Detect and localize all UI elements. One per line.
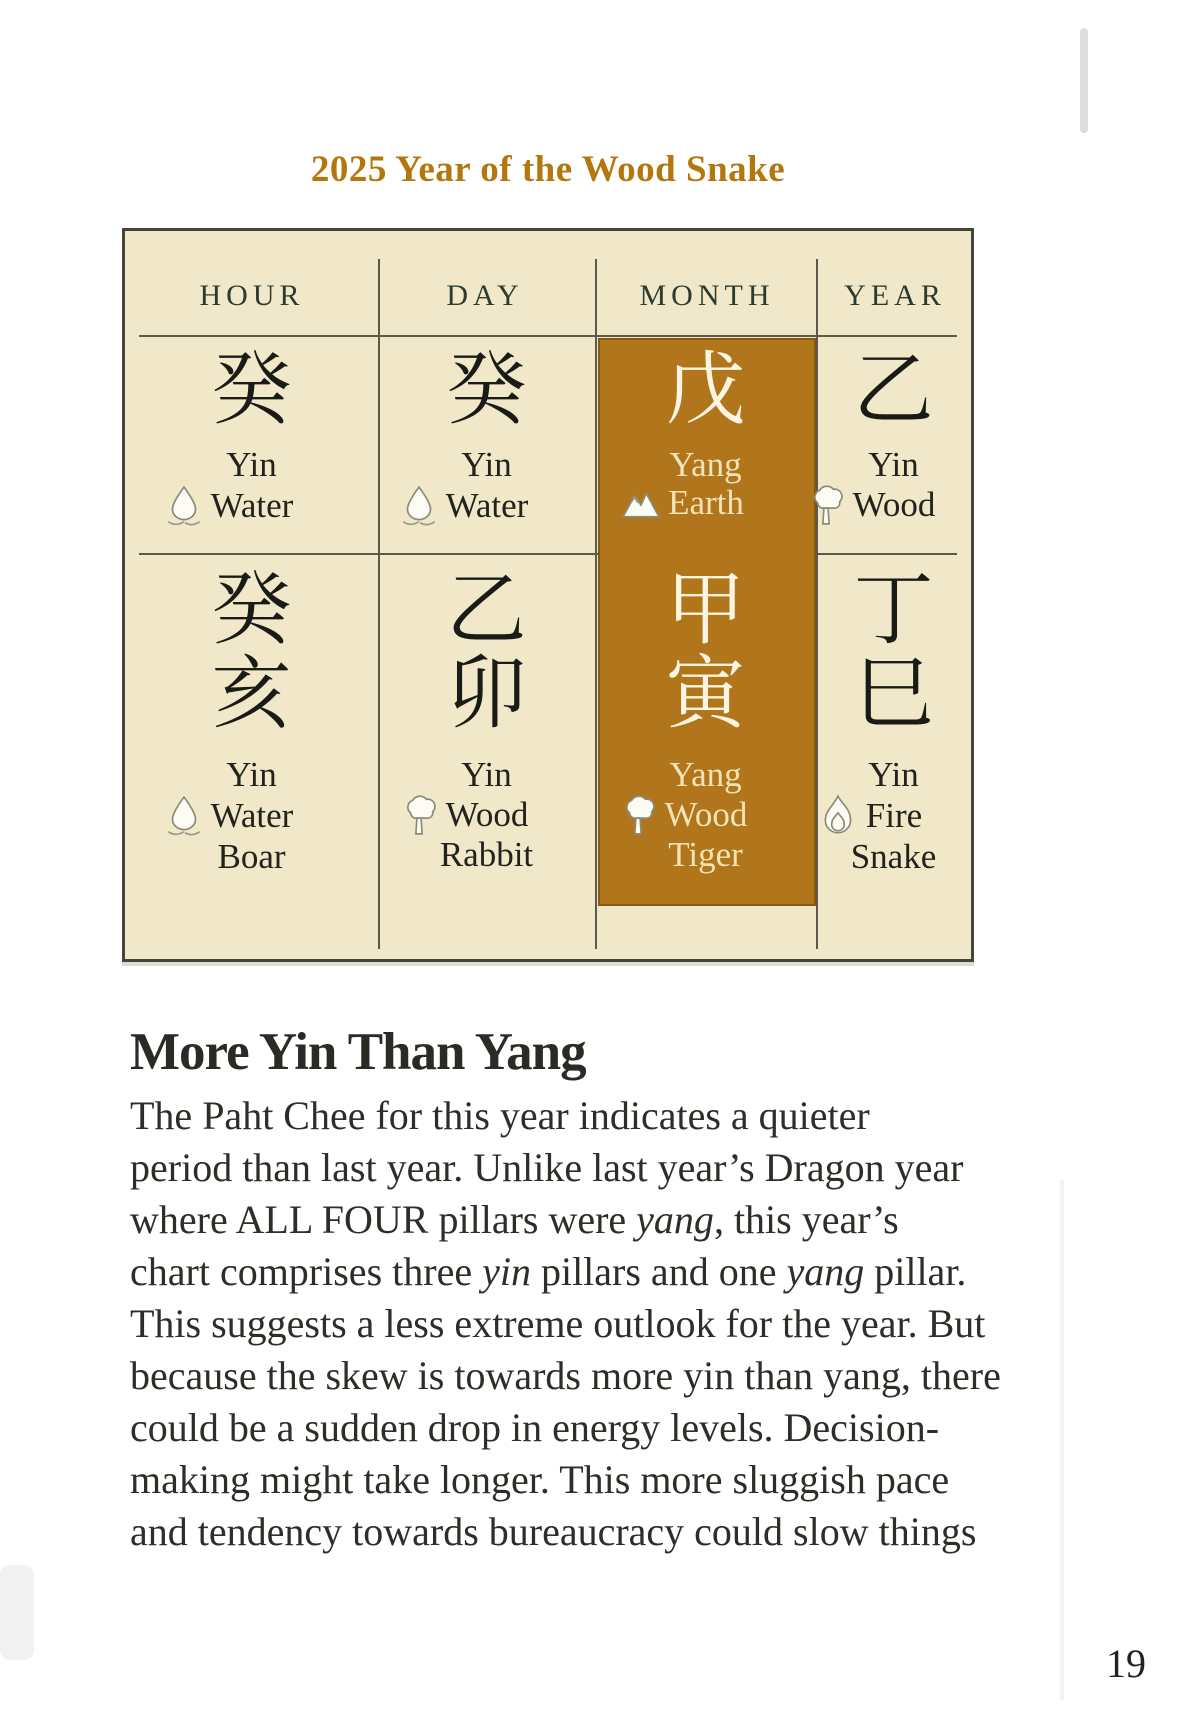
stem-character: 乙 (446, 563, 527, 656)
pillar-month-branch (595, 563, 816, 874)
column-header-hour: HOUR (199, 279, 305, 312)
animal-label: Tiger (668, 835, 743, 874)
column-header-year: YEAR (844, 279, 946, 312)
pillar-hour-stem (125, 343, 378, 528)
polarity-label: Yin (461, 755, 512, 794)
text-line: chart comprises three yin pillars and one yang pillar. (130, 1249, 967, 1294)
text-line: period than last year. Unlike last year’s Dragon year (130, 1145, 964, 1190)
element-label: Wood (664, 795, 748, 834)
branch-character: 巳 (853, 647, 934, 740)
branch-character: 卯 (446, 647, 527, 740)
tree-icon (618, 794, 658, 836)
body-text (130, 1090, 1110, 1558)
mountain-icon (621, 485, 661, 521)
stem-character: 甲 (665, 563, 746, 656)
pillar-year-branch (816, 563, 971, 876)
pillar-hour-branch (125, 563, 378, 876)
polarity-label: Yang (669, 445, 742, 484)
polarity-label: Yang (669, 755, 742, 794)
polarity-label: Yin (868, 755, 919, 794)
section-heading: More Yin Than Yang (130, 1023, 586, 1081)
page-crease (1060, 1180, 1064, 1700)
pillar-day-branch (378, 563, 595, 874)
column-header-month: MONTH (639, 279, 775, 312)
element-label: Water (445, 486, 529, 525)
header-underline (139, 335, 957, 337)
pillar-year-stem (816, 343, 971, 526)
pillar-month-stem (595, 343, 816, 522)
text-line: The Paht Chee for this year indicates a quieter (130, 1093, 870, 1138)
page-number: 19 (1106, 1641, 1146, 1686)
column-header-day: DAY (446, 279, 524, 312)
scan-smudge (0, 1565, 34, 1660)
stem-character: 丁 (853, 563, 934, 656)
row-divider (139, 553, 957, 555)
water-drop-icon (399, 484, 439, 528)
polarity-label: Yin (226, 755, 277, 794)
stem-character: 癸 (211, 563, 292, 656)
flame-icon (819, 794, 859, 838)
text-line: could be a sudden drop in energy levels. Decision- (130, 1405, 940, 1450)
element-label: Earth (668, 483, 744, 522)
element-label: Fire (865, 796, 923, 835)
paht-chee-table (122, 228, 974, 962)
pillar-day-stem (378, 343, 595, 528)
element-label: Wood (852, 485, 936, 524)
water-drop-icon (164, 484, 204, 528)
text-line: making might take longer. This more sluggish pace (130, 1457, 950, 1502)
water-drop-icon (164, 794, 204, 838)
element-label: Water (210, 796, 294, 835)
element-label: Wood (445, 795, 529, 834)
animal-label: Rabbit (439, 835, 534, 874)
stem-character: 戊 (665, 343, 746, 436)
polarity-label: Yin (461, 445, 512, 484)
tree-icon (399, 794, 439, 836)
stem-character: 癸 (446, 343, 527, 436)
element-label: Water (210, 486, 294, 525)
branch-character: 寅 (665, 647, 746, 740)
animal-label: Boar (217, 837, 286, 876)
chart-title: 2025 Year of the Wood Snake (310, 149, 786, 190)
scan-smudge (1080, 28, 1088, 133)
branch-character: 亥 (211, 647, 292, 740)
text-line: because the skew is towards more yin than yang, there (130, 1353, 1001, 1398)
polarity-label: Yin (226, 445, 277, 484)
stem-character: 乙 (853, 343, 934, 436)
text-line: and tendency towards bureaucracy could slow things (130, 1509, 977, 1554)
text-line: where ALL FOUR pillars were yang, this year’s (130, 1197, 899, 1242)
stem-character: 癸 (211, 343, 292, 436)
polarity-label: Yin (868, 445, 919, 484)
text-line: This suggests a less extreme outlook for the year. But (130, 1301, 986, 1346)
tree-icon (806, 484, 846, 526)
animal-label: Snake (850, 837, 937, 876)
